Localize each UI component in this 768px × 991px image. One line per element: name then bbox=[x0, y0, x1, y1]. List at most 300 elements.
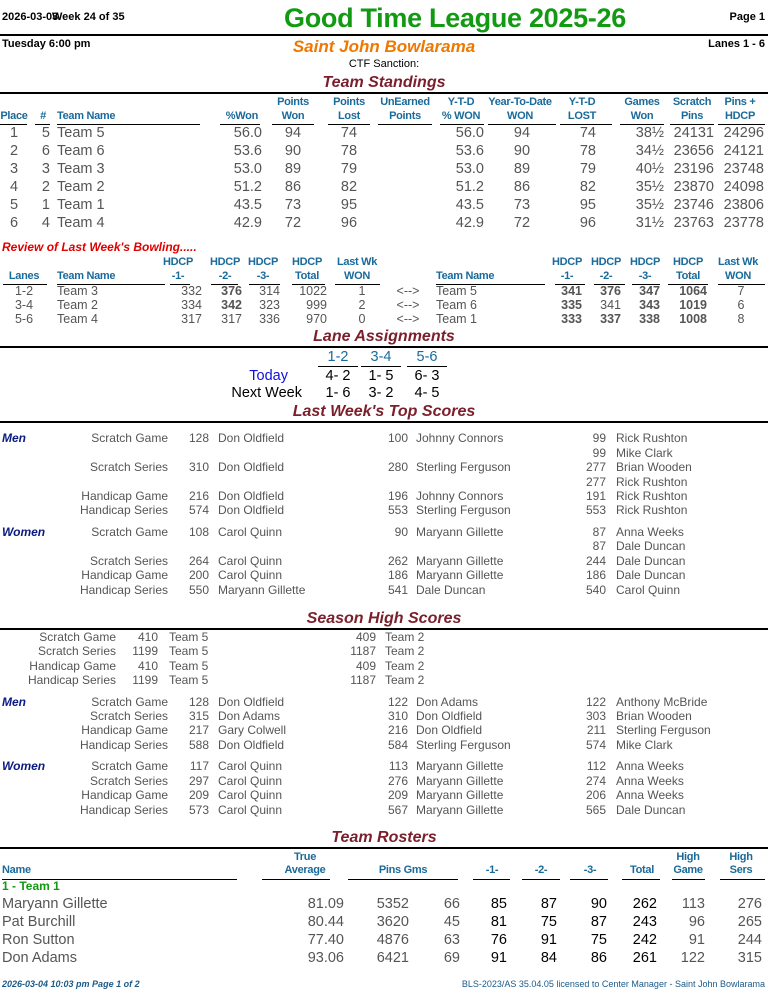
third-bowler: Rick Rushton bbox=[616, 431, 688, 445]
col-hdcp-1-line1: HDCP bbox=[163, 256, 193, 268]
standings-ytd-lost: 74 bbox=[579, 125, 596, 141]
col-last-wk-won-line1: Last Wk bbox=[717, 256, 759, 268]
header-underline bbox=[473, 879, 510, 880]
standings-pct-won: 51.2 bbox=[233, 179, 262, 195]
standings-scratch-pins: 23196 bbox=[673, 161, 714, 177]
team-second-score: 1187 bbox=[350, 644, 376, 658]
standings-ytd-won: 90 bbox=[513, 143, 531, 159]
review-score-right: 347 bbox=[639, 284, 660, 298]
col-hdcp-1-line2: -1- bbox=[560, 270, 574, 282]
standings-points-won: 94 bbox=[284, 125, 302, 141]
review-score-left: 334 bbox=[181, 298, 202, 312]
standings-team-number: 3 bbox=[41, 161, 50, 177]
col-unearned-line2: Points bbox=[389, 110, 421, 122]
men-label: Men bbox=[2, 695, 26, 709]
standings-team-name: Team 2 bbox=[57, 179, 105, 195]
score-category: Handicap Series bbox=[79, 803, 168, 817]
rosters-divider bbox=[0, 847, 768, 849]
second-score: 310 bbox=[387, 709, 408, 723]
standings-games-won: 35½ bbox=[635, 197, 664, 213]
second-bowler: Don Adams bbox=[416, 695, 479, 709]
first-score: 200 bbox=[188, 568, 209, 582]
standings-place: 5 bbox=[9, 197, 19, 213]
header-underline bbox=[407, 366, 447, 367]
review-score-left: 342 bbox=[221, 298, 242, 312]
col-game-1: -1- bbox=[485, 864, 499, 876]
team-first-name: Team 5 bbox=[169, 644, 209, 658]
col-high-series-line1: High bbox=[729, 851, 753, 863]
score-category: Scratch Game bbox=[91, 695, 168, 709]
second-score: 567 bbox=[387, 803, 408, 817]
review-team-right: Team 1 bbox=[436, 312, 477, 326]
first-bowler: Don Oldfield bbox=[218, 460, 285, 474]
standings-scratch-pins: 23870 bbox=[673, 179, 714, 195]
standings-points-won: 86 bbox=[284, 179, 302, 195]
standings-points-won: 73 bbox=[284, 197, 302, 213]
score-category: Scratch Game bbox=[91, 525, 168, 539]
bowler-name: Maryann Gillette bbox=[2, 896, 108, 912]
col-hdcp-2-line1: HDCP bbox=[591, 256, 621, 268]
standings-team-name: Team 4 bbox=[57, 215, 105, 231]
score-category: Handicap Game bbox=[81, 489, 168, 503]
bowler-games: 66 bbox=[443, 896, 460, 912]
first-bowler: Carol Quinn bbox=[218, 525, 283, 539]
review-score-right: 1008 bbox=[679, 312, 707, 326]
review-score-right: 335 bbox=[561, 298, 582, 312]
header-underline bbox=[570, 879, 608, 880]
lane-pair-header: 1-2 bbox=[327, 349, 349, 365]
score-category: Scratch Game bbox=[91, 431, 168, 445]
standings-ytd-won: 72 bbox=[513, 215, 531, 231]
col-games-won-line1: Games bbox=[624, 96, 660, 108]
women-label: Women bbox=[2, 759, 46, 773]
first-score: 216 bbox=[188, 489, 209, 503]
col-team-name: Team Name bbox=[57, 270, 116, 282]
first-bowler: Carol Quinn bbox=[218, 568, 283, 582]
score-category: Handicap Series bbox=[79, 583, 168, 597]
bowler-game-1: 81 bbox=[490, 914, 507, 930]
third-bowler: Sterling Ferguson bbox=[616, 723, 711, 737]
second-score: 90 bbox=[394, 525, 408, 539]
review-won-right: 6 bbox=[737, 298, 745, 312]
score-category: Scratch Game bbox=[91, 759, 168, 773]
standings-pins-hdcp: 23748 bbox=[723, 161, 764, 177]
second-bowler: Johnny Connors bbox=[416, 489, 504, 503]
review-score-left: 323 bbox=[259, 298, 280, 312]
standings-team-number: 6 bbox=[41, 143, 50, 159]
standings-points-won: 89 bbox=[284, 161, 302, 177]
third-score: 277 bbox=[585, 460, 606, 474]
review-score-left: 317 bbox=[221, 312, 242, 326]
standings-games-won: 35½ bbox=[635, 179, 664, 195]
col-team-name: Team Name bbox=[57, 110, 116, 122]
first-bowler: Carol Quinn bbox=[218, 803, 283, 817]
license-text: BLS-2023/AS 35.04.05 licensed to Center Manager - Saint John Bowlarama bbox=[461, 979, 765, 989]
section-title-lanes: Lane Assignments bbox=[313, 328, 455, 345]
standings-ytd-lost: 82 bbox=[579, 179, 596, 195]
team-second-score: 1187 bbox=[350, 673, 376, 687]
col-hdcp-total-line2: Total bbox=[295, 270, 319, 282]
versus-arrow: <--> bbox=[396, 284, 420, 298]
bowler-name: Ron Sutton bbox=[2, 932, 75, 948]
team-first-score: 410 bbox=[137, 659, 158, 673]
standings-scratch-pins: 23746 bbox=[673, 197, 714, 213]
first-bowler: Carol Quinn bbox=[218, 774, 283, 788]
third-bowler: Carol Quinn bbox=[616, 583, 681, 597]
second-score: 209 bbox=[387, 788, 408, 802]
col-hdcp-total-line2: Total bbox=[676, 270, 700, 282]
page-number: Page 1 bbox=[729, 11, 765, 23]
review-team-right: Team 6 bbox=[436, 298, 477, 312]
review-score-left: 314 bbox=[259, 284, 280, 298]
standings-team-name: Team 5 bbox=[57, 125, 105, 141]
printed-timestamp: 2026-03-04 10:03 pm Page 1 of 2 bbox=[2, 979, 140, 989]
col-hdcp-2-line2: -2- bbox=[218, 270, 232, 282]
second-bowler: Sterling Ferguson bbox=[416, 738, 511, 752]
bowler-total: 242 bbox=[632, 932, 657, 948]
bowler-game-1: 91 bbox=[490, 950, 507, 966]
col-points-won-line1: Points bbox=[277, 96, 309, 108]
col-true-average-line2: Average bbox=[284, 864, 326, 876]
bowling-center: Saint John Bowlarama bbox=[292, 37, 476, 56]
team-second-name: Team 2 bbox=[385, 673, 425, 687]
report-date: 2026-03-03 bbox=[2, 11, 59, 23]
col-high-series-line2: Sers bbox=[729, 864, 753, 876]
standings-ytd-won: 86 bbox=[513, 179, 531, 195]
bowler-game-2: 84 bbox=[540, 950, 557, 966]
review-score-left: 1022 bbox=[299, 284, 327, 298]
header-divider bbox=[0, 34, 768, 36]
top-scores-divider bbox=[0, 421, 768, 423]
first-score: 310 bbox=[188, 460, 209, 474]
col-last-wk-won-line1: Last Wk bbox=[336, 256, 378, 268]
standings-ytd-pct: 42.9 bbox=[455, 215, 484, 231]
header-underline bbox=[318, 366, 358, 367]
first-score: 315 bbox=[188, 709, 209, 723]
next-week-label: Next Week bbox=[231, 385, 302, 401]
second-bowler: Maryann Gillette bbox=[416, 803, 504, 817]
team-first-score: 410 bbox=[137, 630, 158, 644]
day-time: Tuesday 6:00 pm bbox=[2, 38, 91, 50]
score-category: Handicap Game bbox=[81, 568, 168, 582]
first-bowler: Don Oldfield bbox=[218, 695, 285, 709]
standings-ytd-pct: 43.5 bbox=[455, 197, 484, 213]
standings-place: 1 bbox=[9, 125, 19, 141]
col-games-won-line2: Won bbox=[630, 110, 654, 122]
lanes-divider bbox=[0, 346, 768, 348]
today-matchup: 1- 5 bbox=[368, 368, 394, 384]
third-bowler: Brian Wooden bbox=[616, 460, 692, 474]
review-team-left: Team 4 bbox=[57, 312, 98, 326]
first-bowler: Don Oldfield bbox=[218, 738, 285, 752]
team-first-name: Team 5 bbox=[169, 659, 209, 673]
review-team-left: Team 3 bbox=[57, 284, 98, 298]
team-second-score: 409 bbox=[355, 630, 376, 644]
standings-ytd-pct: 53.6 bbox=[455, 143, 484, 159]
col-pins-hdcp-line2: HDCP bbox=[725, 110, 755, 122]
first-score: 128 bbox=[188, 431, 209, 445]
standings-place: 4 bbox=[9, 179, 19, 195]
score-category: Scratch Series bbox=[89, 460, 168, 474]
standings-ytd-won: 73 bbox=[513, 197, 531, 213]
bowler-game-3: 86 bbox=[590, 950, 607, 966]
review-score-right: 337 bbox=[600, 312, 621, 326]
col-hdcp-2-line2: -2- bbox=[599, 270, 613, 282]
standings-points-lost: 82 bbox=[340, 179, 358, 195]
review-score-right: 376 bbox=[600, 284, 621, 298]
standings-games-won: 40½ bbox=[635, 161, 664, 177]
second-bowler: Maryann Gillette bbox=[416, 774, 504, 788]
section-title-rosters: Team Rosters bbox=[331, 829, 437, 846]
bowler-game-1: 85 bbox=[490, 896, 507, 912]
standings-ytd-pct: 56.0 bbox=[455, 125, 484, 141]
third-bowler: Dale Duncan bbox=[616, 568, 686, 582]
second-bowler: Dale Duncan bbox=[416, 583, 486, 597]
lane-pair-header: 5-6 bbox=[416, 349, 438, 365]
bowler-name: Don Adams bbox=[2, 950, 77, 966]
third-score: 303 bbox=[585, 709, 606, 723]
review-score-left: 332 bbox=[181, 284, 202, 298]
header-underline bbox=[672, 879, 705, 880]
bowler-total: 262 bbox=[632, 896, 657, 912]
standings-points-lost: 95 bbox=[340, 197, 358, 213]
first-score: 128 bbox=[188, 695, 209, 709]
third-bowler: Rick Rushton bbox=[616, 503, 688, 517]
third-bowler: Dale Duncan bbox=[616, 803, 686, 817]
third-bowler: Brian Wooden bbox=[616, 709, 692, 723]
review-won-left: 1 bbox=[358, 284, 366, 298]
first-bowler: Maryann Gillette bbox=[218, 583, 306, 597]
review-lanes: 1-2 bbox=[14, 284, 34, 298]
first-score: 264 bbox=[188, 554, 209, 568]
bowler-game-2: 75 bbox=[540, 914, 557, 930]
bowler-game-3: 87 bbox=[590, 914, 607, 930]
standings-pct-won: 53.0 bbox=[233, 161, 262, 177]
col-hdcp-3-line2: -3- bbox=[638, 270, 652, 282]
third-bowler: Mike Clark bbox=[616, 738, 673, 752]
score-category: Scratch Series bbox=[89, 709, 168, 723]
third-bowler: Anna Weeks bbox=[616, 788, 684, 802]
bowler-high-series: 315 bbox=[737, 950, 762, 966]
col-game-2: -2- bbox=[534, 864, 548, 876]
bowler-high-series: 265 bbox=[737, 914, 762, 930]
review-score-right: 343 bbox=[639, 298, 660, 312]
review-team-left: Team 2 bbox=[57, 298, 98, 312]
bowler-total: 243 bbox=[632, 914, 657, 930]
review-lanes: 5-6 bbox=[14, 312, 34, 326]
second-bowler: Maryann Gillette bbox=[416, 525, 504, 539]
standings-points-lost: 79 bbox=[340, 161, 358, 177]
bowler-games: 63 bbox=[443, 932, 460, 948]
header-underline bbox=[348, 879, 458, 880]
standings-scratch-pins: 23763 bbox=[673, 215, 714, 231]
col-hdcp-3-line2: -3- bbox=[256, 270, 270, 282]
first-score: 573 bbox=[188, 803, 209, 817]
bowler-game-3: 90 bbox=[590, 896, 607, 912]
next-week-matchup: 3- 2 bbox=[368, 385, 394, 401]
standings-place: 2 bbox=[9, 143, 19, 159]
second-score: 186 bbox=[387, 568, 408, 582]
col-pins-hdcp-line1: Pins + bbox=[724, 96, 756, 108]
third-score: 87 bbox=[592, 539, 606, 553]
bowler-average: 93.06 bbox=[307, 950, 344, 966]
standings-ytd-lost: 96 bbox=[579, 215, 596, 231]
col-points-lost-line1: Points bbox=[333, 96, 365, 108]
bowler-average: 80.44 bbox=[307, 914, 344, 930]
standings-ytd-pct: 51.2 bbox=[455, 179, 484, 195]
header-underline bbox=[361, 366, 401, 367]
bowler-pins: 4876 bbox=[376, 932, 409, 948]
standings-ytd-lost: 79 bbox=[579, 161, 596, 177]
col-name: Name bbox=[2, 864, 31, 876]
third-score: 206 bbox=[585, 788, 606, 802]
second-score: 280 bbox=[387, 460, 408, 474]
col-number: # bbox=[40, 110, 46, 122]
standings-team-number: 1 bbox=[41, 197, 50, 213]
review-score-right: 341 bbox=[600, 298, 621, 312]
third-bowler: Rick Rushton bbox=[616, 489, 688, 503]
bowler-pins: 5352 bbox=[376, 896, 409, 912]
standings-points-lost: 74 bbox=[340, 125, 358, 141]
standings-points-lost: 78 bbox=[340, 143, 358, 159]
first-score: 117 bbox=[189, 759, 209, 773]
lane-pair-header: 3-4 bbox=[370, 349, 392, 365]
col-hdcp-2-line1: HDCP bbox=[210, 256, 240, 268]
first-bowler: Don Oldfield bbox=[218, 503, 285, 517]
standings-pins-hdcp: 24098 bbox=[723, 179, 764, 195]
bowler-average: 77.40 bbox=[307, 932, 344, 948]
roster-team-label: 1 - Team 1 bbox=[2, 879, 60, 893]
review-lanes: 3-4 bbox=[14, 298, 34, 312]
review-score-right: 338 bbox=[639, 312, 660, 326]
third-score: 99 bbox=[592, 431, 606, 445]
col-team-name-right: Team Name bbox=[436, 270, 495, 282]
bowler-high-game: 122 bbox=[680, 950, 705, 966]
section-title-standings: Team Standings bbox=[322, 74, 446, 91]
col-points-won-line2: Won bbox=[281, 110, 305, 122]
first-score: 108 bbox=[188, 525, 209, 539]
review-score-right: 333 bbox=[561, 312, 582, 326]
header-underline bbox=[522, 879, 560, 880]
standings-pins-hdcp: 23778 bbox=[723, 215, 764, 231]
bowler-high-game: 113 bbox=[681, 896, 705, 912]
col-last-wk-won-line2: WON bbox=[344, 270, 370, 282]
second-bowler: Maryann Gillette bbox=[416, 759, 504, 773]
second-score: 216 bbox=[387, 723, 408, 737]
bowler-name: Pat Burchill bbox=[2, 914, 76, 930]
today-matchup: 4- 2 bbox=[325, 368, 351, 384]
team-first-name: Team 5 bbox=[169, 630, 209, 644]
first-bowler: Don Adams bbox=[218, 709, 281, 723]
team-first-score: 1199 bbox=[132, 644, 158, 658]
review-score-left: 376 bbox=[221, 284, 242, 298]
bowler-total: 261 bbox=[632, 950, 657, 966]
score-category: Handicap Series bbox=[79, 738, 168, 752]
team-second-score: 409 bbox=[355, 659, 376, 673]
team-first-name: Team 5 bbox=[169, 673, 209, 687]
standings-pins-hdcp: 23806 bbox=[723, 197, 764, 213]
col-place: Place bbox=[0, 110, 28, 122]
second-bowler: Johnny Connors bbox=[416, 431, 504, 445]
first-score: 209 bbox=[188, 788, 209, 802]
bowler-pins: 6421 bbox=[376, 950, 409, 966]
second-bowler: Sterling Ferguson bbox=[416, 503, 511, 517]
third-score: 211 bbox=[586, 723, 606, 737]
bowler-games: 69 bbox=[443, 950, 460, 966]
second-score: 553 bbox=[387, 503, 408, 517]
col-ytd-pct-line2: % WON bbox=[441, 110, 481, 122]
third-score: 277 bbox=[585, 475, 606, 489]
standings-team-name: Team 6 bbox=[57, 143, 105, 159]
women-label: Women bbox=[2, 525, 46, 539]
col-game-3: -3- bbox=[583, 864, 597, 876]
third-score: 99 bbox=[592, 446, 606, 460]
bowler-high-game: 96 bbox=[688, 914, 705, 930]
first-bowler: Don Oldfield bbox=[218, 431, 285, 445]
team-second-name: Team 2 bbox=[385, 630, 425, 644]
bowler-game-2: 87 bbox=[540, 896, 557, 912]
first-bowler: Carol Quinn bbox=[218, 759, 283, 773]
standings-ytd-lost: 78 bbox=[579, 143, 596, 159]
league-title: Good Time League 2025-26 bbox=[284, 3, 626, 33]
sanction-label: CTF Sanction: bbox=[348, 58, 420, 70]
standings-scratch-pins: 23656 bbox=[673, 143, 714, 159]
first-score: 550 bbox=[188, 583, 209, 597]
review-score-left: 999 bbox=[306, 298, 327, 312]
col-high-game-line1: High bbox=[676, 851, 700, 863]
second-bowler: Don Oldfield bbox=[416, 723, 483, 737]
review-won-left: 0 bbox=[358, 312, 366, 326]
standings-team-number: 5 bbox=[41, 125, 50, 141]
standings-team-number: 2 bbox=[41, 179, 50, 195]
standings-team-name: Team 1 bbox=[57, 197, 105, 213]
standings-pins-hdcp: 24121 bbox=[723, 143, 764, 159]
second-bowler: Sterling Ferguson bbox=[416, 460, 511, 474]
review-score-right: 1064 bbox=[679, 284, 707, 298]
bowler-average: 81.09 bbox=[307, 896, 344, 912]
next-week-matchup: 4- 5 bbox=[414, 385, 440, 401]
versus-arrow: <--> bbox=[396, 298, 420, 312]
standings-pct-won: 42.9 bbox=[233, 215, 262, 231]
second-score: 113 bbox=[388, 759, 408, 773]
third-bowler: Mike Clark bbox=[616, 446, 673, 460]
third-score: 553 bbox=[585, 503, 606, 517]
team-score-category: Scratch Game bbox=[39, 630, 116, 644]
score-category: Handicap Game bbox=[81, 788, 168, 802]
standings-scratch-pins: 24131 bbox=[673, 125, 714, 141]
third-score: 122 bbox=[585, 695, 606, 709]
second-bowler: Maryann Gillette bbox=[416, 554, 504, 568]
standings-ytd-lost: 95 bbox=[579, 197, 596, 213]
team-second-name: Team 2 bbox=[385, 644, 425, 658]
bowler-pins: 3620 bbox=[376, 914, 409, 930]
col-total: Total bbox=[630, 864, 654, 876]
standings-place: 3 bbox=[9, 161, 19, 177]
standings-games-won: 34½ bbox=[635, 143, 664, 159]
review-won-left: 2 bbox=[358, 298, 366, 312]
second-score: 122 bbox=[387, 695, 408, 709]
standings-divider bbox=[0, 92, 768, 94]
bowler-game-2: 91 bbox=[540, 932, 557, 948]
first-score: 297 bbox=[188, 774, 209, 788]
third-bowler: Dale Duncan bbox=[616, 539, 686, 553]
today-label: Today bbox=[249, 368, 288, 384]
bowler-game-3: 75 bbox=[590, 932, 607, 948]
col-hdcp-1-line1: HDCP bbox=[552, 256, 582, 268]
col-ytd-lost-line2: LOST bbox=[567, 110, 597, 122]
review-score-left: 970 bbox=[306, 312, 327, 326]
third-bowler: Dale Duncan bbox=[616, 554, 686, 568]
